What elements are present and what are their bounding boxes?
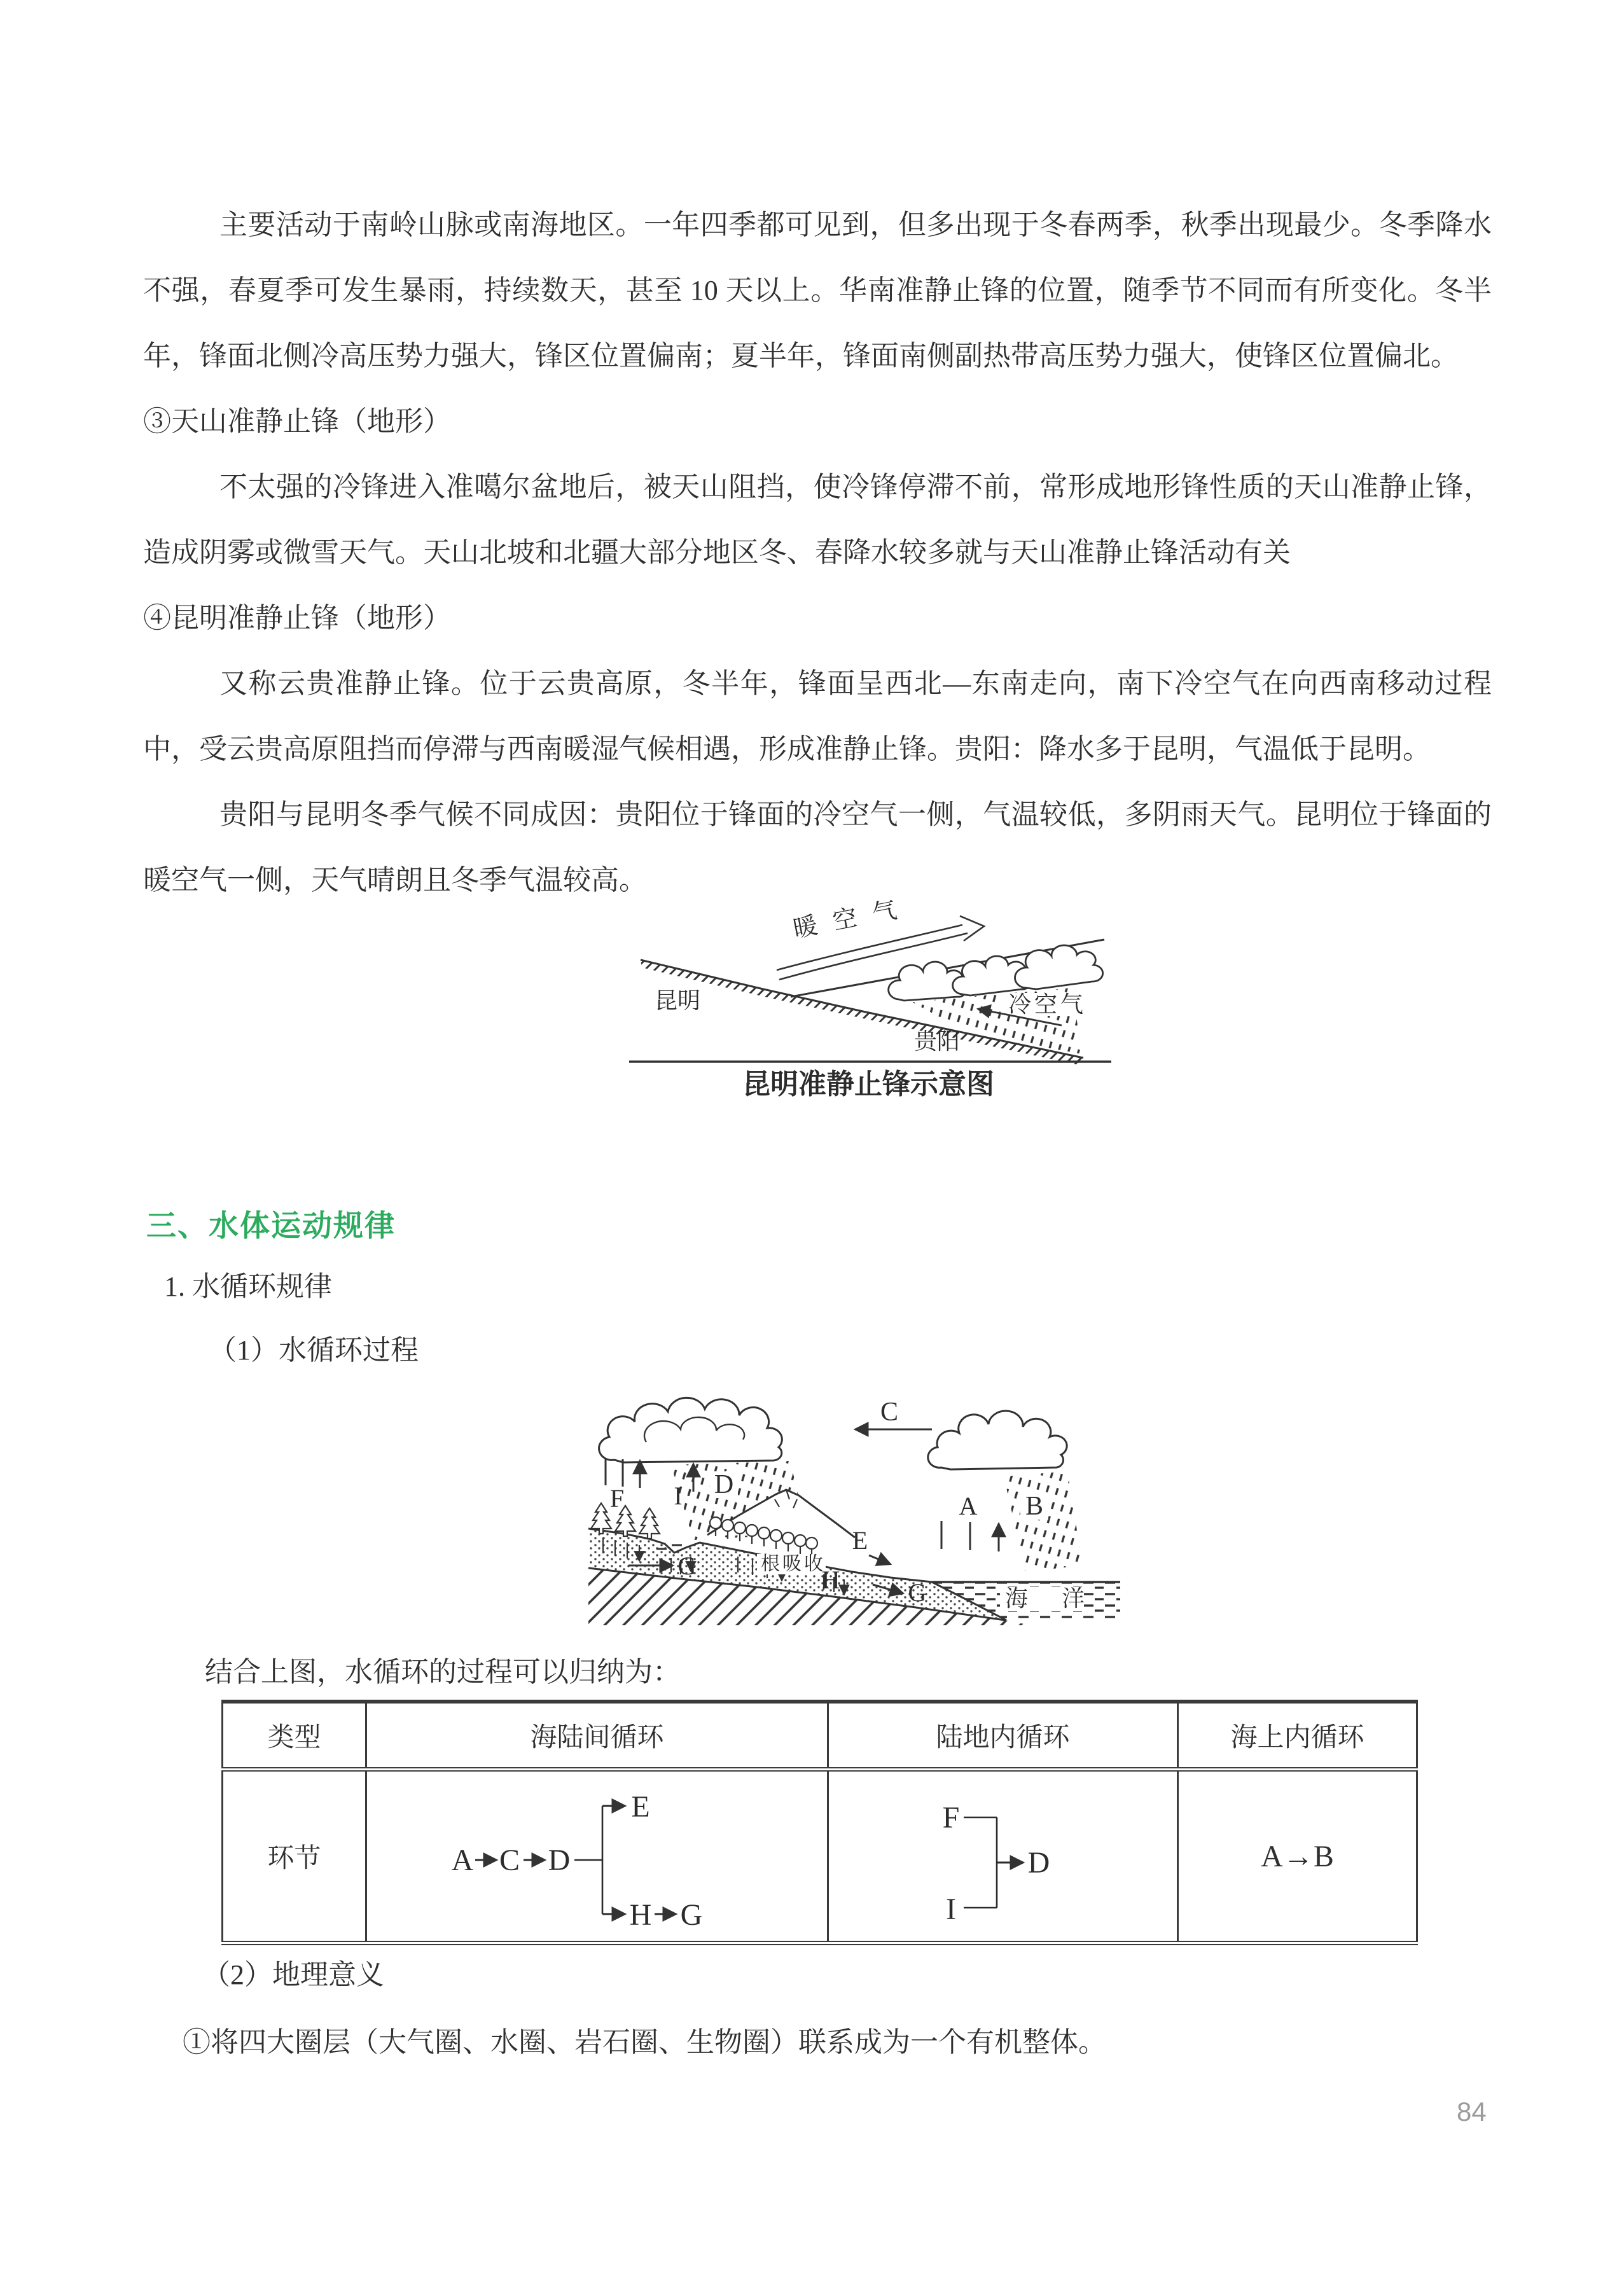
label-a: A (959, 1492, 978, 1520)
paragraph-huanan-front: 主要活动于南岭山脉或南海地区。一年四季都可见到，但多出现于冬春两季，秋季出现最少。冬季降水不强，春夏季可发生暴雨，持续数天，甚至 10 天以上。华南准静止锋的位置，随季节不同而有所变化。冬半年，锋面北侧冷高压势力强大，锋区位置偏南；夏半年，锋面南侧副热带高压势力强大，使锋区位置偏北。 (143, 209, 1492, 371)
flow-node-d: D (548, 1843, 570, 1877)
flow-node-d2: D (1027, 1845, 1050, 1880)
warm-air-label: 暖 空 气 (791, 896, 905, 943)
subheading-water-cycle-process: （1）水循环过程 (209, 1335, 419, 1366)
flow-node-h: H (629, 1898, 651, 1932)
label-e: E (852, 1526, 868, 1555)
label-c: C (880, 1398, 899, 1427)
pine-tree-icon (591, 1503, 660, 1539)
arrows-a-up (941, 1521, 999, 1551)
sea-land-flow-chart (438, 1775, 756, 1938)
header-sea-internal-cycle: 海上内循环 (1178, 1702, 1417, 1770)
flow-node-e: E (630, 1789, 650, 1824)
cell-sea-internal-flow (1178, 1770, 1417, 1943)
label-f: F (609, 1484, 625, 1513)
paragraph-tianshan-front: 不太强的冷锋进入准噶尔盆地后，被天山阻挡，使冷锋停滞不前，常形成地形锋性质的天山准静止锋，造成阴雾或微雪天气。天山北坡和北疆大部分地区冬、春降水较多就与天山准静止锋活动有关 (143, 471, 1492, 568)
cold-air-label: 冷空气 (1008, 992, 1087, 1017)
row-label-links: 环节 (223, 1770, 366, 1943)
flow-node-c: C (499, 1843, 520, 1877)
water-cycle-diagram (585, 1396, 1123, 1625)
page-number: 84 (1457, 2097, 1487, 2127)
label-d: D (714, 1470, 734, 1499)
flow-node-i: I (945, 1892, 956, 1926)
flow-a-to-b: A→B (1261, 1839, 1334, 1873)
flow-node-g: G (680, 1898, 702, 1932)
header-land-internal-cycle: 陆地内循环 (828, 1702, 1178, 1770)
subheading-geographic-meaning: （2）地理意义 (202, 1959, 384, 1990)
label-h: H (821, 1565, 840, 1594)
label-b: B (1025, 1492, 1044, 1521)
label-i: I (674, 1482, 683, 1510)
kunming-diagram-labels (655, 896, 1086, 1100)
heading-tianshan-front: ③天山准静止锋（地形） (143, 406, 451, 437)
cell-sea-land-flow (366, 1770, 828, 1943)
ocean-label: 海 洋 (1005, 1586, 1099, 1611)
water-cycle-table (221, 1700, 1418, 1945)
subheading-water-cycle-rule: 1. 水循环规律 (164, 1271, 332, 1302)
body-text (143, 192, 1492, 913)
rain-b-hatch (1004, 1471, 1083, 1572)
warm-air-arrowhead (960, 916, 984, 941)
flow-node-f: F (942, 1800, 959, 1835)
cell-land-internal-flow (828, 1770, 1178, 1943)
cloud-icon (599, 1398, 1067, 1469)
table-header-row (223, 1702, 1417, 1770)
heading-kunming-front: ④昆明准静止锋（地形） (143, 602, 451, 634)
table-intro-text: 结合上图，水循环的过程可以归纳为： (205, 1656, 681, 1688)
label-g2: G (908, 1578, 927, 1607)
guiyang-city-label: 贵阳 (914, 1029, 961, 1054)
header-sea-land-cycle: 海陆间循环 (366, 1702, 828, 1770)
arrow-e-slope (869, 1555, 891, 1564)
root-absorb-label: 根吸收 (761, 1553, 826, 1574)
flow-node-a: A (451, 1843, 473, 1877)
section-heading-water-movement: 三、水体运动规律 (146, 1209, 396, 1242)
kunming-diagram-caption: 昆明准静止锋示意图 (742, 1069, 994, 1100)
paragraph-guiyang-kunming: 贵阳与昆明冬季气候不同成因：贵阳位于锋面的冷空气一侧，气温较低，多阴雨天气。昆明位于锋面的暖空气一侧，天气晴朗且冬季气温较高。 (143, 799, 1492, 896)
kunming-city-label: 昆明 (655, 988, 701, 1013)
header-type: 类型 (223, 1702, 366, 1770)
land-internal-flow-chart (901, 1775, 1105, 1938)
table-body-row (223, 1770, 1417, 1943)
kunming-front-diagram (627, 887, 1120, 1110)
paragraph-kunming-front: 又称云贵准静止锋。位于云贵高原，冬半年，锋面呈西北—东南走向，南下冷空气在向西南移动过程中，受云贵高原阻挡而停滞与西南暖湿气候相遇，形成准静止锋。贵阳：降水多于昆明，气温低于昆明。 (143, 668, 1492, 765)
label-g1: G (677, 1551, 697, 1580)
point-four-spheres: ①将四大圈层（大气圈、水圈、岩石圈、生物圈）联系成为一个有机整体。 (183, 2027, 1106, 2058)
kunming-diagram-lines (629, 916, 1111, 1065)
